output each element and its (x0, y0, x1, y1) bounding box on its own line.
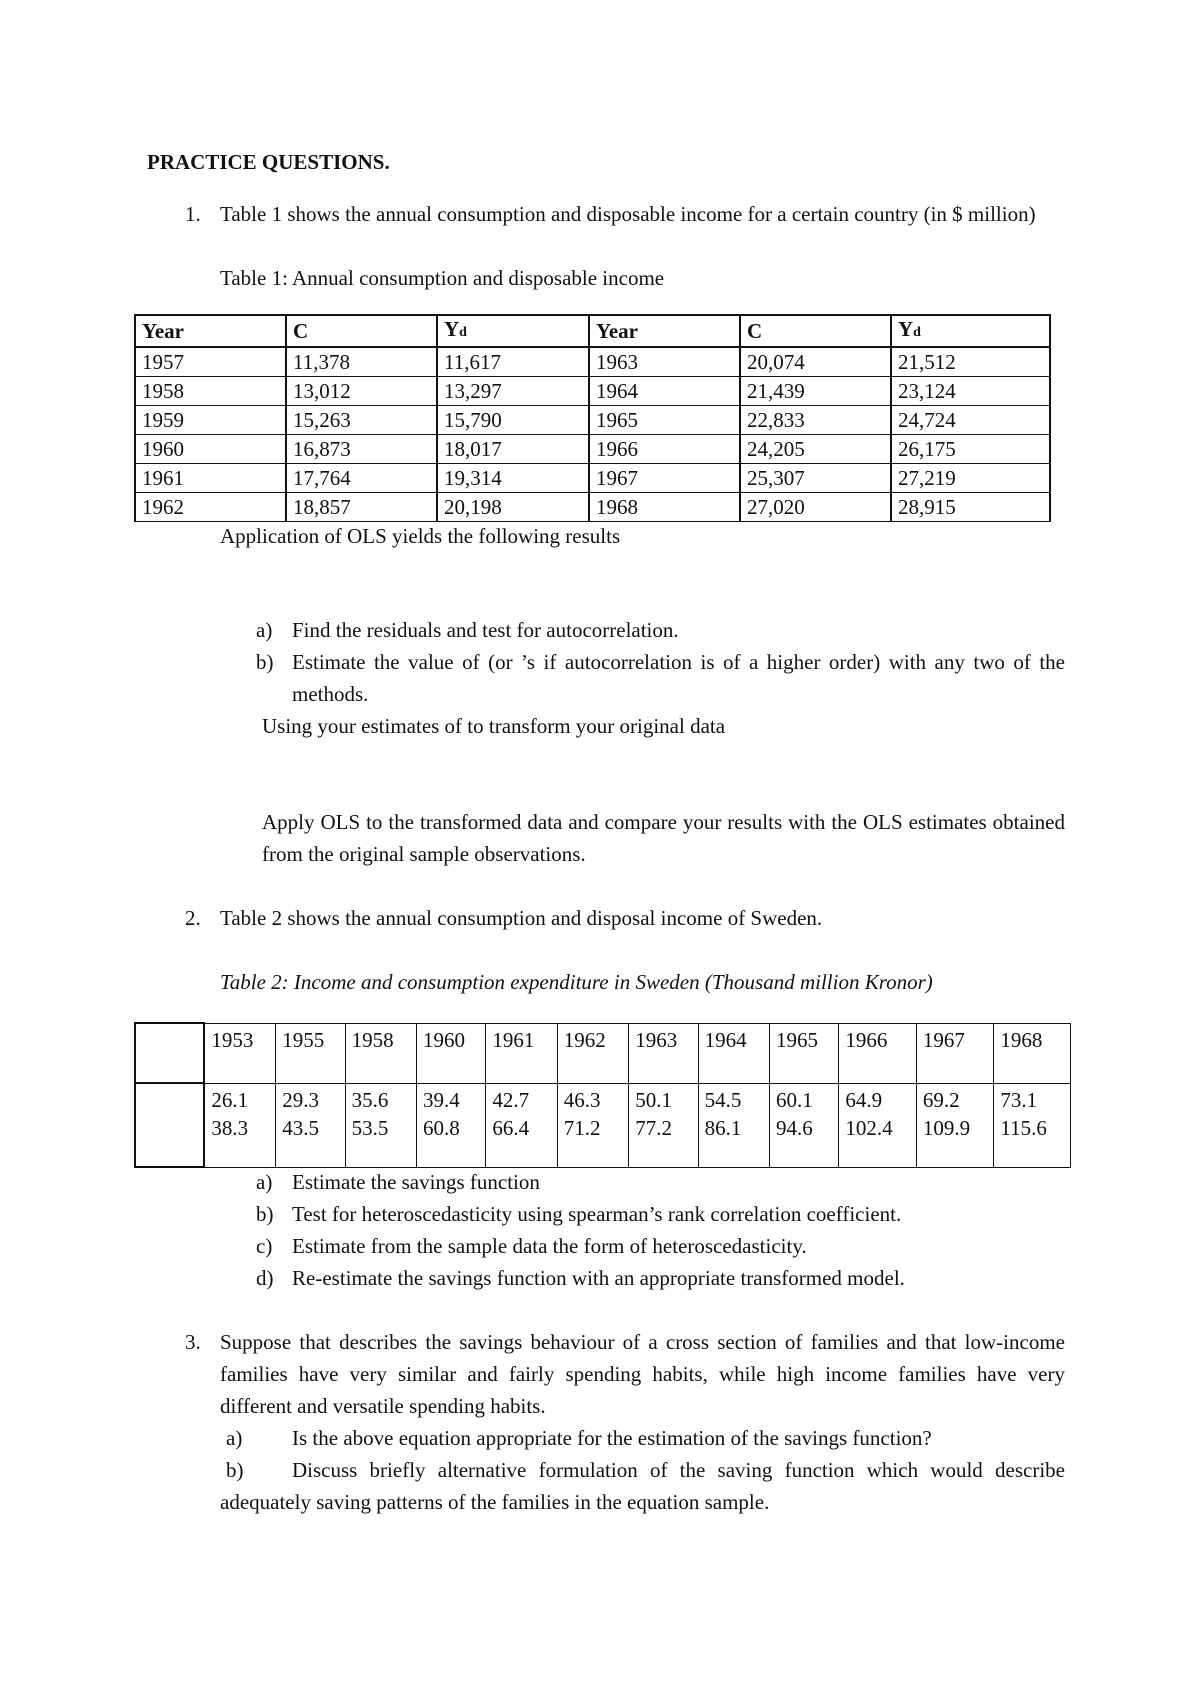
q2-part-c-label: c) (256, 1234, 273, 1258)
table-cell: 28,915 (891, 493, 1050, 522)
table-cell: 1964 (698, 1023, 769, 1083)
table-cell: 17,764 (286, 464, 437, 493)
table-row (135, 406, 1050, 435)
table-cell: 23,124 (891, 377, 1050, 406)
q2-part-b-label: b) (256, 1202, 274, 1226)
question-1-text: Table 1 shows the annual consumption and disposable income for a certain country (in $ million) (220, 202, 1036, 226)
q2-part-d-text: Re-estimate the savings function with an appropriate transformed model. (292, 1266, 905, 1290)
table-1-header-yd: Yd (437, 315, 589, 347)
q1-part-a-text: Find the residuals and test for autocorrelation. (292, 618, 679, 642)
table-cell: 1967 (916, 1023, 994, 1083)
table-cell: 73.1 115.6 (994, 1083, 1071, 1167)
table-cell: 1955 (276, 1023, 345, 1083)
table-cell: 11,378 (286, 347, 437, 377)
table-cell: 35.6 53.5 (345, 1083, 416, 1167)
table-cell: 16,873 (286, 435, 437, 464)
table-row (135, 464, 1050, 493)
table-cell: 1963 (629, 1023, 698, 1083)
q1-part-a-label: a) (256, 618, 273, 642)
table-cell: 21,512 (891, 347, 1050, 377)
table-cell: 1966 (839, 1023, 917, 1083)
table-cell: 22,833 (740, 406, 891, 435)
question-3-number: 3. (185, 1330, 201, 1354)
table-cell: 39.4 60.8 (417, 1083, 486, 1167)
question-2-text: Table 2 shows the annual consumption and disposal income of Sweden. (220, 906, 823, 930)
table-cell: 1964 (589, 377, 740, 406)
table-1 (134, 314, 1051, 522)
table-cell: 46.3 71.2 (557, 1083, 628, 1167)
table-cell: 1960 (417, 1023, 486, 1083)
table-cell: 24,205 (740, 435, 891, 464)
table-2-row-label (135, 1023, 204, 1083)
table-cell: 69.2 109.9 (916, 1083, 994, 1167)
table-1-header-year: Year (135, 315, 286, 347)
table-cell: 1963 (589, 347, 740, 377)
q2-part-c-text: Estimate from the sample data the form of heteroscedasticity. (292, 1234, 807, 1258)
table-cell: 27,219 (891, 464, 1050, 493)
table-cell: 50.1 77.2 (629, 1083, 698, 1167)
q1-part-b-label: b) (256, 650, 274, 674)
table-cell: 1966 (589, 435, 740, 464)
table-cell: 1968 (589, 493, 740, 522)
table-cell: 18,017 (437, 435, 589, 464)
q2-part-a-text: Estimate the savings function (292, 1170, 540, 1194)
table-1-header-c-2: C (740, 315, 891, 347)
q2-part-b-text: Test for heteroscedasticity using spearman’s rank correlation coefficient. (292, 1202, 902, 1226)
ols-results-text: Application of OLS yields the following results (220, 524, 621, 548)
table-cell: 15,263 (286, 406, 437, 435)
q2-part-a-label: a) (256, 1170, 273, 1194)
table-cell: 1962 (557, 1023, 628, 1083)
table-1-caption: Table 1: Annual consumption and disposable income (220, 266, 665, 290)
table-row (135, 347, 1050, 377)
q1-part-b-text: Estimate the value of (or ’s if autocorrelation is of a higher order) with any two of the methods. (292, 650, 1065, 706)
table-1-header-c: C (286, 315, 437, 347)
table-row (135, 377, 1050, 406)
table-cell: 64.9 102.4 (839, 1083, 917, 1167)
table-cell: 13,297 (437, 377, 589, 406)
transform-text: Using your estimates of to transform your original data (262, 714, 726, 738)
table-cell: 1957 (135, 347, 286, 377)
table-cell: 29.3 43.5 (276, 1083, 345, 1167)
table-cell: 21,439 (740, 377, 891, 406)
table-cell: 1967 (589, 464, 740, 493)
table-cell: 19,314 (437, 464, 589, 493)
table-cell: 1962 (135, 493, 286, 522)
table-row (135, 435, 1050, 464)
q3-part-b-label: b) (226, 1458, 244, 1482)
table-cell: 13,012 (286, 377, 437, 406)
table-cell: 26.1 38.3 (204, 1083, 275, 1167)
table-cell: 1968 (994, 1023, 1071, 1083)
q3-part-b-text: Discuss briefly alternative formulation of the saving function which would describe adequately saving patterns of the families in the equation sample. (220, 1458, 1065, 1514)
table-cell: 20,198 (437, 493, 589, 522)
table-cell: 42.7 66.4 (486, 1083, 557, 1167)
table-cell: 60.1 94.6 (769, 1083, 838, 1167)
q3-part-a-text: Is the above equation appropriate for the estimation of the savings function? (292, 1426, 932, 1450)
table-cell: 18,857 (286, 493, 437, 522)
page-title: PRACTICE QUESTIONS. (147, 150, 390, 174)
table-2-value-row (135, 1083, 1071, 1167)
question-1-number: 1. (185, 202, 201, 226)
table-cell: 1961 (486, 1023, 557, 1083)
question-3-text: Suppose that describes the savings behaviour of a cross section of families and that low-income families have very similar and fairly spending habits, while high income families have very different and versatile spending habits. (220, 1330, 1065, 1418)
table-2 (134, 1022, 1071, 1168)
question-2-number: 2. (185, 906, 201, 930)
table-row (135, 493, 1050, 522)
table-cell: 1961 (135, 464, 286, 493)
table-1-header-yd-2: Yd (891, 315, 1050, 347)
table-cell: 1965 (769, 1023, 838, 1083)
table-cell: 1953 (204, 1023, 275, 1083)
table-cell: 15,790 (437, 406, 589, 435)
table-2-caption: Table 2: Income and consumption expenditure in Sweden (Thousand million Kronor) (220, 970, 933, 994)
table-cell: 1958 (135, 377, 286, 406)
table-cell: 1959 (135, 406, 286, 435)
q3-part-a-label: a) (226, 1426, 243, 1450)
table-cell: 24,724 (891, 406, 1050, 435)
table-2-row-label (135, 1083, 204, 1167)
table-2-year-row (135, 1023, 1071, 1083)
table-cell: 1960 (135, 435, 286, 464)
table-cell: 25,307 (740, 464, 891, 493)
table-1-header-year-2: Year (589, 315, 740, 347)
table-cell: 1958 (345, 1023, 416, 1083)
table-1-header-row (135, 315, 1050, 347)
table-cell: 1965 (589, 406, 740, 435)
table-cell: 11,617 (437, 347, 589, 377)
table-cell: 27,020 (740, 493, 891, 522)
table-cell: 26,175 (891, 435, 1050, 464)
apply-ols-text: Apply OLS to the transformed data and compare your results with the OLS estimates obtained from the original sample observations. (262, 810, 1065, 866)
q2-part-d-label: d) (256, 1266, 274, 1290)
table-cell: 20,074 (740, 347, 891, 377)
table-cell: 54.5 86.1 (698, 1083, 769, 1167)
